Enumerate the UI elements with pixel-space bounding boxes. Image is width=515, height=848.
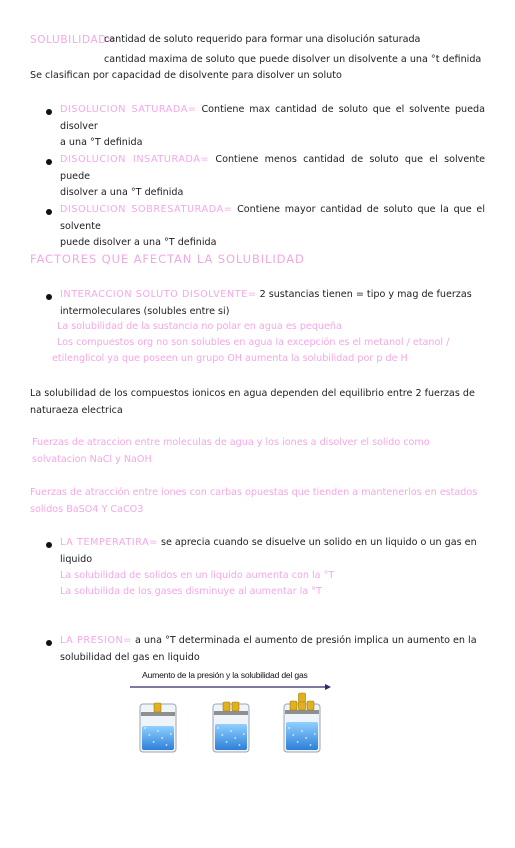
weight <box>223 702 230 711</box>
gas-bubble <box>305 737 307 739</box>
pressure-term: LA PRESION= <box>60 635 132 646</box>
water <box>142 726 174 750</box>
gas-bubble <box>217 727 219 729</box>
figure-caption: Aumento de la presión y la solubilidad del gas <box>142 670 308 680</box>
weight <box>299 701 306 710</box>
gas-bubble <box>148 734 150 736</box>
piston <box>285 710 319 714</box>
pressure-text-1: a una °T determinada el aumento de presión implica un aumento en la <box>135 635 477 646</box>
force-paragraph-1 <box>32 435 492 468</box>
solubility-title: SOLUBILIDAD= <box>30 34 117 46</box>
force1-text-1: Fuerzas de atraccion entre moleculas de agua y los iones a disolver el solido como <box>32 437 430 448</box>
pressure-item <box>60 633 485 666</box>
force2-text-1: Fuerzas de atracción entre iones con carbas opuestas que tienden a mantenerlos en estados <box>30 487 478 498</box>
gas-bubble <box>310 744 312 746</box>
factors-title: FACTORES QUE AFECTAN LA SOLUBILIDAD <box>30 252 305 266</box>
gas-bubble <box>292 734 294 736</box>
force-paragraph-2 <box>30 485 500 518</box>
gas-bubble <box>144 727 146 729</box>
gas-bubble <box>243 733 245 735</box>
arrow-head <box>325 684 331 690</box>
weight <box>154 703 161 712</box>
supersaturated-item <box>60 202 485 252</box>
piston <box>141 712 175 716</box>
force2-text-2: solidos BaSO4 Y CaCO3 <box>30 503 144 515</box>
interaction-note-3: etilenglicol ya que poseen un grupo OH aumenta la solubilidad por p de H <box>52 353 408 364</box>
pressure-figure <box>128 668 333 758</box>
definition-line-1: cantidad de soluto requerido para formar una disolución saturada <box>104 34 421 45</box>
unsaturated-term: DISOLUCION INSATURADA= <box>60 154 210 165</box>
pressure-text-2: solubilidad del gas en liquido <box>60 651 200 663</box>
supersaturated-text-1: Contiene mayor cantidad de soluto que la que el solvente <box>60 204 485 232</box>
ionic-paragraph <box>30 386 490 419</box>
saturated-text-1: Contiene max cantidad de soluto que el solvente pueda disolver <box>60 104 485 132</box>
gas-bubble <box>166 744 168 746</box>
gas-bubble <box>230 730 232 732</box>
interaction-text-1: 2 sustancias tienen = tipo y mag de fuerzas <box>259 289 472 300</box>
ionic-text-2: naturaeza electrica <box>30 404 123 416</box>
interaction-term: INTERACCION SOLUTO DISOLVENTE= <box>60 289 257 300</box>
temperature-note-2: La solubilida de los gases disminuye al aumentar la °T <box>60 586 322 597</box>
weight <box>232 702 239 711</box>
force1-text-2: solvatacion NaCl y NaOH <box>32 453 152 465</box>
bullet-supersaturated <box>46 209 52 215</box>
temperature-term: LA TEMPERATIRA= <box>60 537 158 548</box>
weight <box>307 701 314 710</box>
water <box>215 724 247 750</box>
unsaturated-text-1: Contiene menos cantidad de soluto que el solvente puede <box>60 154 485 182</box>
interaction-item <box>60 287 485 320</box>
gas-bubble <box>239 744 241 746</box>
bullet-saturated <box>46 109 52 115</box>
saturated-text-2: a una °T definida <box>60 137 143 148</box>
figure-drawing <box>128 668 333 758</box>
bullet-unsaturated <box>46 159 52 165</box>
saturated-item <box>60 102 485 152</box>
bullet-interaction <box>46 294 52 300</box>
classification-line: Se clasifican por capacidad de disolvente para disolver un soluto <box>30 70 342 81</box>
gas-bubble <box>226 741 228 743</box>
supersaturated-term: DISOLUCION SOBRESATURADA= <box>60 204 233 215</box>
gas-bubble <box>170 733 172 735</box>
gas-bubble <box>288 727 290 729</box>
gas-bubble <box>161 737 163 739</box>
interaction-text-2: intermoleculares (solubles entre si) <box>60 305 230 317</box>
unsaturated-text-2: disolver a una °T definida <box>60 187 184 198</box>
water <box>286 722 318 750</box>
gas-bubble <box>314 733 316 735</box>
interaction-note-2: Los compuestos org no son solubles en agua la excepción es el metanol / etanol / <box>57 337 450 348</box>
temperature-note-1: La solubilidad de solidos en un liquido aumenta con la °T <box>60 570 335 581</box>
ionic-text-1: La solubilidad de los compuestos ionicos en agua dependen del equilibrio entre 2 fuerzas de <box>30 388 475 399</box>
bullet-pressure <box>46 640 52 646</box>
temperature-text-1: se aprecia cuando se disuelve un solido en un liquido o un gas en <box>160 537 477 548</box>
definition-line-2: cantidad maxima de soluto que puede disolver un disolvente a una °t definida <box>104 54 482 65</box>
bullet-temperature <box>46 542 52 548</box>
piston <box>214 711 248 715</box>
temperature-item <box>60 535 485 568</box>
gas-bubble <box>221 734 223 736</box>
weight <box>299 693 306 702</box>
gas-bubble <box>297 741 299 743</box>
gas-bubble <box>301 730 303 732</box>
weight <box>290 701 297 710</box>
supersaturated-text-2: puede disolver a una °T definida <box>60 237 217 248</box>
saturated-term: DISOLUCION SATURADA= <box>60 104 197 115</box>
gas-bubble <box>157 730 159 732</box>
gas-bubble <box>153 741 155 743</box>
gas-bubble <box>234 737 236 739</box>
interaction-note-1: La solubilidad de la sustancia no polar en agua es pequeña <box>57 321 342 332</box>
temperature-text-2: liquido <box>60 553 93 565</box>
unsaturated-item <box>60 152 485 202</box>
